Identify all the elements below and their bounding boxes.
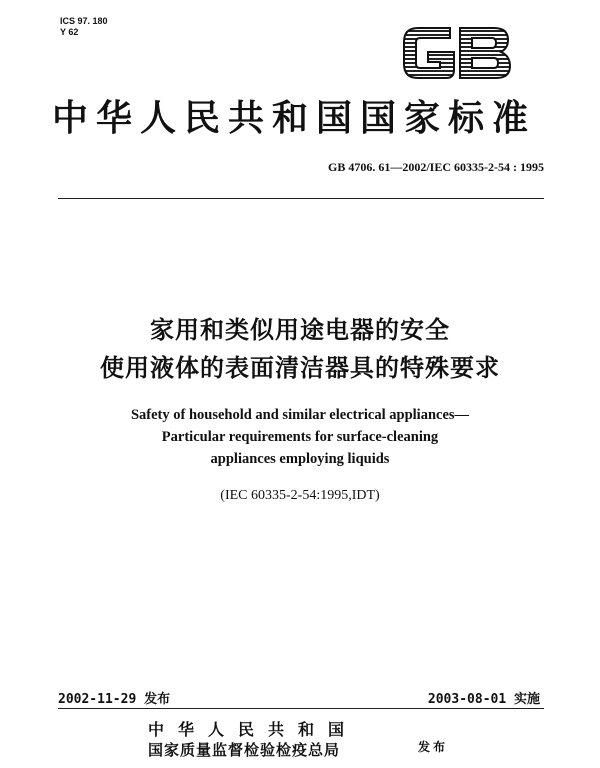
equivalence-note: (IEC 60335-2-54:1995,IDT)	[220, 488, 380, 503]
english-title-line-2: Particular requirements for surface-cleaning	[161, 429, 439, 445]
english-title-line-1: Safety of household and similar electrical appliances—	[130, 407, 470, 423]
standard-number: GB 4706. 61—2002/IEC 60335-2-54 : 1995	[328, 160, 544, 174]
english-title-line-3: appliances employing liquids	[210, 451, 390, 467]
english-title	[0, 404, 600, 470]
classification-codes	[60, 16, 108, 38]
issuer-line-1: 中华人民共和国	[148, 720, 359, 739]
bottom-divider	[58, 708, 544, 709]
chinese-title-line-2: 使用液体的表面清洁器具的特殊要求	[100, 354, 500, 382]
top-divider	[58, 198, 544, 199]
standard-title: 中华人民共和国国家标准	[52, 97, 537, 139]
implement-date: 2003-08-01 实施	[427, 692, 540, 707]
issue-label: 发布	[418, 740, 449, 754]
ics-code: ICS 97. 180	[60, 16, 108, 26]
class-code: Y 62	[60, 27, 79, 37]
issuer-line-2: 国家质量监督检验检疫总局	[148, 741, 341, 759]
chinese-title-line-1: 家用和类似用途电器的安全	[150, 316, 450, 344]
issuer	[148, 720, 418, 760]
release-date: 2002-11-29 发布	[58, 692, 171, 707]
gb-logo	[398, 18, 514, 88]
